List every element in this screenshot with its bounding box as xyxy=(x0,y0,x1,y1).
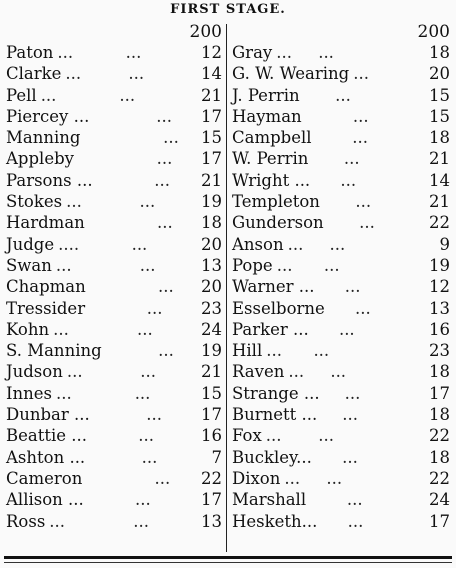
leader-dots: ... xyxy=(303,85,351,105)
competitor-name: G. W. Wearing xyxy=(232,64,350,84)
score-row xyxy=(232,42,450,63)
score-row xyxy=(232,127,450,148)
score-value: 12 xyxy=(201,43,222,62)
competitor-name: Tressider xyxy=(6,298,86,318)
score-value: 21 xyxy=(429,192,450,212)
score-value: 18 xyxy=(429,405,450,425)
leader-dots: ... ... xyxy=(66,192,156,212)
competitor-name: Anson xyxy=(232,234,284,254)
score-value: 7 xyxy=(211,447,222,467)
score-value: 18 xyxy=(429,43,450,62)
competitor-name: Swan xyxy=(6,255,52,275)
leader-dots: ... xyxy=(315,128,369,148)
leader-dots: ... ... xyxy=(65,64,145,84)
score-value: 13 xyxy=(201,255,222,275)
competitor-name: Allison ... xyxy=(6,490,84,510)
score-value: 16 xyxy=(201,426,222,446)
score-row xyxy=(232,191,450,212)
score-row xyxy=(232,234,450,255)
score-row xyxy=(232,255,450,276)
leader-dots: ... xyxy=(314,170,357,190)
score-row xyxy=(6,319,222,340)
leader-dots: ... ... xyxy=(49,511,149,531)
competitor-name: Hill xyxy=(232,341,263,361)
score-row xyxy=(232,212,450,233)
score-value: 14 xyxy=(201,64,222,84)
score-row xyxy=(6,234,222,255)
leader-dots: ... xyxy=(89,298,163,318)
score-row xyxy=(6,511,222,532)
score-row xyxy=(6,148,222,169)
competitor-name: Judge xyxy=(6,234,55,254)
leader-dots: ... xyxy=(321,405,358,425)
score-row xyxy=(6,340,222,361)
competitor-name: Warner ... xyxy=(232,277,315,297)
leader-dots: ... xyxy=(323,192,372,212)
leader-dots: ... xyxy=(310,490,363,510)
score-row xyxy=(232,340,450,361)
score-value: 14 xyxy=(429,170,450,190)
score-row xyxy=(6,361,222,382)
competitor-name: Hesketh... xyxy=(232,511,318,531)
competitor-name: Beattie ... xyxy=(6,426,88,446)
leader-dots: ... xyxy=(305,106,369,126)
score-row xyxy=(232,404,450,425)
score-value: 24 xyxy=(201,319,222,339)
score-value: 23 xyxy=(429,341,450,361)
score-value: 21 xyxy=(201,85,222,105)
score-value: 22 xyxy=(429,426,450,446)
competitor-name: Dixon xyxy=(232,468,281,488)
score-value: 13 xyxy=(429,298,450,318)
score-value: 18 xyxy=(429,447,450,467)
score-row xyxy=(6,489,222,510)
competitor-name: Fox xyxy=(232,426,262,446)
right-score-list xyxy=(232,42,450,532)
score-value: 17 xyxy=(429,383,450,403)
score-value: 17 xyxy=(201,405,222,425)
score-row xyxy=(232,447,450,468)
competitor-name: Parsons ... xyxy=(6,170,93,190)
score-row xyxy=(6,212,222,233)
score-row xyxy=(6,127,222,148)
competitor-name: Innes xyxy=(6,383,53,403)
competitor-name: Clarke xyxy=(6,64,62,84)
leader-dots: ... ... xyxy=(284,468,343,488)
score-value: 15 xyxy=(201,383,222,403)
leader-dots: ... ... xyxy=(56,383,151,403)
score-value: 18 xyxy=(429,362,450,382)
score-value: 9 xyxy=(439,234,450,254)
score-row xyxy=(6,425,222,446)
leader-dots: ... xyxy=(96,170,170,190)
leader-dots: ... xyxy=(312,319,355,339)
leader-dots: ... ... xyxy=(66,362,157,382)
score-row xyxy=(6,447,222,468)
score-value: 20 xyxy=(201,234,222,254)
competitor-name: Dunbar ... xyxy=(6,405,90,425)
competitor-name: Parker ... xyxy=(232,319,309,339)
leader-dots: ... xyxy=(89,277,174,297)
score-value: 18 xyxy=(429,128,450,148)
competitor-name: Campbell xyxy=(232,128,312,148)
score-value: 21 xyxy=(429,149,450,169)
competitor-name: S. Manning xyxy=(6,341,102,361)
leader-dots: ... xyxy=(91,426,154,446)
leader-dots: ... xyxy=(318,277,361,297)
score-value: 17 xyxy=(429,511,450,531)
right-column xyxy=(232,22,450,532)
leader-dots: ... xyxy=(87,490,151,510)
competitor-name: Hardman xyxy=(6,213,85,233)
competitor-name: Strange ... xyxy=(232,383,320,403)
score-row xyxy=(6,298,222,319)
competitor-name: Gray xyxy=(232,43,273,62)
bottom-rule-thin xyxy=(4,562,452,563)
score-row xyxy=(232,63,450,84)
leader-dots: ... ... xyxy=(57,43,142,62)
score-value: 24 xyxy=(429,490,450,510)
competitor-name: Appleby xyxy=(6,149,74,169)
competitor-name: Pope xyxy=(232,255,273,275)
leader-dots: ... ... xyxy=(55,255,156,275)
competitor-name: Raven xyxy=(232,362,285,382)
competitor-name: Stokes xyxy=(6,192,63,212)
score-row xyxy=(6,191,222,212)
competitor-name: Kohn xyxy=(6,319,50,339)
score-row xyxy=(232,511,450,532)
competitor-name: Ross xyxy=(6,511,46,531)
left-score-list xyxy=(6,42,222,532)
leader-dots: ... xyxy=(93,106,173,126)
competitor-name: Paton xyxy=(6,43,54,62)
leader-dots: ... xyxy=(328,298,371,318)
competitor-name: Esselborne xyxy=(232,298,325,318)
leader-dots: ... xyxy=(327,213,375,233)
score-row xyxy=(232,148,450,169)
score-row xyxy=(6,255,222,276)
left-column xyxy=(6,22,222,532)
leader-dots: ... xyxy=(312,149,360,169)
score-row xyxy=(232,383,450,404)
score-row xyxy=(232,361,450,382)
score-value: 23 xyxy=(201,298,222,318)
left-column-header: 200 xyxy=(189,22,222,42)
leader-dots: ... xyxy=(321,511,364,531)
competitor-name: Hayman xyxy=(232,106,302,126)
leader-dots: ... ... xyxy=(288,362,347,382)
leader-dots: ... xyxy=(105,341,174,361)
score-value: 17 xyxy=(201,149,222,169)
score-value: 16 xyxy=(429,319,450,339)
score-row xyxy=(6,42,222,63)
competitor-name: Buckley... xyxy=(232,447,312,467)
leader-dots: ... xyxy=(93,405,162,425)
competitor-name: Wright ... xyxy=(232,170,311,190)
leader-dots: ... ... xyxy=(276,255,340,275)
score-value: 21 xyxy=(201,170,222,190)
score-row xyxy=(232,106,450,127)
leader-dots: ... ... xyxy=(40,85,136,105)
score-row xyxy=(232,425,450,446)
score-value: 19 xyxy=(429,255,450,275)
score-value: 20 xyxy=(429,64,450,84)
score-row xyxy=(232,489,450,510)
score-value: 22 xyxy=(201,468,222,488)
score-row xyxy=(6,404,222,425)
leader-dots: .... ... xyxy=(58,234,148,254)
competitor-name: Burnett ... xyxy=(232,405,318,425)
competitor-name: Chapman xyxy=(6,277,86,297)
leader-dots: ... xyxy=(86,468,171,488)
score-row xyxy=(6,468,222,489)
competitor-name: Ashton ... xyxy=(6,447,86,467)
leader-dots: ... ... xyxy=(266,341,330,361)
leader-dots: ... xyxy=(323,383,361,403)
score-value: 22 xyxy=(429,213,450,233)
score-row xyxy=(232,298,450,319)
score-value: 18 xyxy=(201,213,222,233)
score-row xyxy=(232,85,450,106)
score-value: 17 xyxy=(201,106,222,126)
leader-dots: ... xyxy=(315,447,358,467)
leader-dots: ... ... xyxy=(276,43,334,62)
score-value: 15 xyxy=(201,128,222,148)
column-divider xyxy=(226,24,227,552)
score-value: 12 xyxy=(429,277,450,297)
score-row xyxy=(232,319,450,340)
score-value: 20 xyxy=(201,277,222,297)
score-value: 19 xyxy=(201,192,222,212)
score-row xyxy=(232,276,450,297)
competitor-name: Templeton xyxy=(232,192,320,212)
competitor-name: Gunderson xyxy=(232,213,324,233)
competitor-name: Manning xyxy=(6,128,81,148)
score-value: 13 xyxy=(201,511,222,531)
competitor-name: Judson xyxy=(6,362,63,382)
score-value: 15 xyxy=(429,106,450,126)
score-row xyxy=(6,63,222,84)
page-title: FIRST STAGE. xyxy=(170,2,286,17)
score-value: 17 xyxy=(201,490,222,510)
bottom-rule-thick xyxy=(4,556,452,559)
score-row xyxy=(232,170,450,191)
leader-dots: ... xyxy=(353,64,369,84)
leader-dots: ... xyxy=(88,213,173,233)
competitor-name: J. Perrin xyxy=(232,85,300,105)
leader-dots: ... xyxy=(77,149,173,169)
right-column-header: 200 xyxy=(417,22,450,42)
leader-dots: ... ... xyxy=(53,319,153,339)
score-row xyxy=(6,383,222,404)
score-row xyxy=(6,106,222,127)
competitor-name: Piercey ... xyxy=(6,106,90,126)
score-value: 22 xyxy=(429,468,450,488)
competitor-name: W. Perrin xyxy=(232,149,309,169)
leader-dots: ... ... xyxy=(287,234,346,254)
score-row xyxy=(232,468,450,489)
leader-dots: ... xyxy=(84,128,179,148)
score-row xyxy=(6,170,222,191)
score-row xyxy=(6,276,222,297)
score-value: 15 xyxy=(429,85,450,105)
score-row xyxy=(6,85,222,106)
score-value: 19 xyxy=(201,341,222,361)
score-value: 21 xyxy=(201,362,222,382)
competitor-name: Pell xyxy=(6,85,37,105)
leader-dots: ... ... xyxy=(265,426,334,446)
leader-dots: ... xyxy=(89,447,158,467)
competitor-name: Marshall xyxy=(232,490,307,510)
competitor-name: Cameron xyxy=(6,468,83,488)
